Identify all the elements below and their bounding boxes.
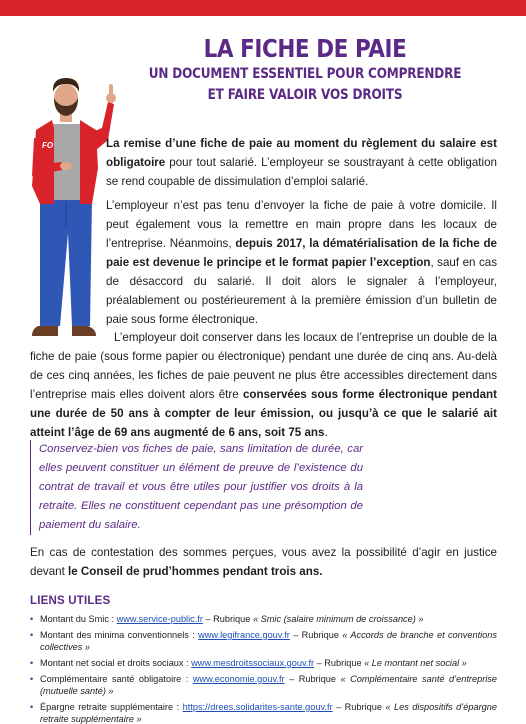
paragraph-obligation-bold: La remise d’une fiche de paie au moment du règlement du salaire est obligatoire xyxy=(106,137,497,169)
bullet-icon: • xyxy=(30,614,34,624)
link-rubrique: « Smic (salaire minimum de croissance) » xyxy=(252,614,424,624)
paragraph-dematerialisation-text-1: L’employeur n’est pas tenu d’envoyer la fiche de paie à votre domicile. Il peut également vous la remettre en main propre dans les locaux de l’entreprise. Néanmoins, xyxy=(106,199,497,250)
title-block xyxy=(100,34,510,106)
link-separator: – Rubrique xyxy=(284,674,341,684)
paragraph-contestation-text: En cas de contestation des sommes perçues, vous avez la possibilité d’agir en justice devant xyxy=(30,546,497,578)
list-item xyxy=(30,673,497,697)
bullet-icon: • xyxy=(30,702,34,712)
bullet-icon: • xyxy=(30,630,34,640)
fo-badge: FO xyxy=(42,141,54,150)
link-prefix: Montant net social et droits sociaux : xyxy=(40,658,192,668)
link-prefix: Complémentaire santé obligatoire : xyxy=(40,674,193,684)
link-prefix: Épargne retraite supplémentaire : xyxy=(40,702,183,712)
page-title: LA FICHE DE PAIE xyxy=(203,34,407,63)
link-mesdroitssociaux[interactable]: www.mesdroitssociaux.gouv.fr xyxy=(191,658,315,668)
paragraph-obligation-text: pour tout salarié. L’employeur se soustrayant à cette obligation se rend coupable de dissimulation d’emploi salarié. xyxy=(106,156,497,188)
link-economie[interactable]: www.economie.gouv.fr xyxy=(192,674,285,684)
link-prefix: Montant des minima conventionnels : xyxy=(40,630,199,640)
link-rubrique: « Complémentaire santé d’entreprise (mutuelle santé) » xyxy=(40,674,497,696)
paragraph-dematerialisation xyxy=(106,196,497,329)
link-drees[interactable]: https://drees.solidarites-sante.gouv.fr xyxy=(182,702,333,712)
list-item xyxy=(30,629,497,653)
list-item xyxy=(30,701,497,724)
link-separator: – Rubrique xyxy=(332,702,386,712)
page-subtitle-line-2: ET FAIRE VALOIR VOS DROITS xyxy=(207,87,403,103)
paragraph-dematerialisation-text-2: , sauf en cas de désaccord du salarié. Il doit alors le signaler à l’employeur, préalablement ou postérieurement à la première émission d’un bulletin de paie sous forme électronique. xyxy=(106,256,497,326)
link-separator: – Rubrique xyxy=(314,658,365,668)
paragraph-dematerialisation-bold: depuis 2017, la dématérialisation de la fiche de paie est devenue le principe et le format papier l’exception xyxy=(106,237,498,269)
advice-quote: Conservez-bien vos fiches de paie, sans limitation de durée, car elles peuvent constituer un élément de preuve de l’existence du contrat de travail et vous être utiles pour justifier vos droits à la retraite. Elles ne constituent cependant pas une présomption de paiement du salaire. xyxy=(30,440,363,535)
paragraph-conservation-text-2: . xyxy=(324,426,328,439)
paragraph-conservation-text-1: L’employeur doit conserver dans les locaux de l’entreprise un double de la fiche de paie (sous forme papier ou électronique) pendant une durée de cinq ans. Au-delà de ces cinq années, les fiches de paie peuvent ne plus être accessibles directement dans l’entreprise mais elles doivent alors être xyxy=(30,331,497,401)
useful-links-list xyxy=(30,613,497,724)
paragraph-contestation-bold: le Conseil de prud’hommes pendant trois ans. xyxy=(68,565,323,578)
link-rubrique: « Les dispositifs d’épargne retraite supplémentaire » xyxy=(40,702,497,724)
paragraph-conservation-bold: conservées sous forme électronique pendant une durée de 50 ans à compter de leur émission, ou jusqu’à ce que le salarié ait atteint l’âge de 69 ans augmenté de 6 ans, soit 75 ans xyxy=(30,388,497,439)
paragraph-obligation xyxy=(106,134,497,191)
top-red-bar xyxy=(0,0,526,16)
page-subtitle-line-1: UN DOCUMENT ESSENTIEL POUR COMPRENDRE xyxy=(148,66,462,82)
paragraph-conservation xyxy=(30,328,497,442)
list-item xyxy=(30,657,497,669)
link-separator: – Rubrique xyxy=(202,614,253,624)
paragraph-contestation xyxy=(30,543,497,581)
link-service-public[interactable]: www.service-public.fr xyxy=(116,614,203,624)
link-separator: – Rubrique xyxy=(289,630,343,640)
bullet-icon: • xyxy=(30,674,34,684)
link-rubrique: « Accords de branche et conventions collectives » xyxy=(40,630,497,652)
bullet-icon: • xyxy=(30,658,34,668)
list-item xyxy=(30,613,497,625)
link-legifrance[interactable]: www.legifrance.gouv.fr xyxy=(198,630,290,640)
links-section-title: LIENS UTILES xyxy=(30,595,111,607)
link-prefix: Montant du Smic : xyxy=(40,614,117,624)
link-rubrique: « Le montant net social » xyxy=(364,658,467,668)
